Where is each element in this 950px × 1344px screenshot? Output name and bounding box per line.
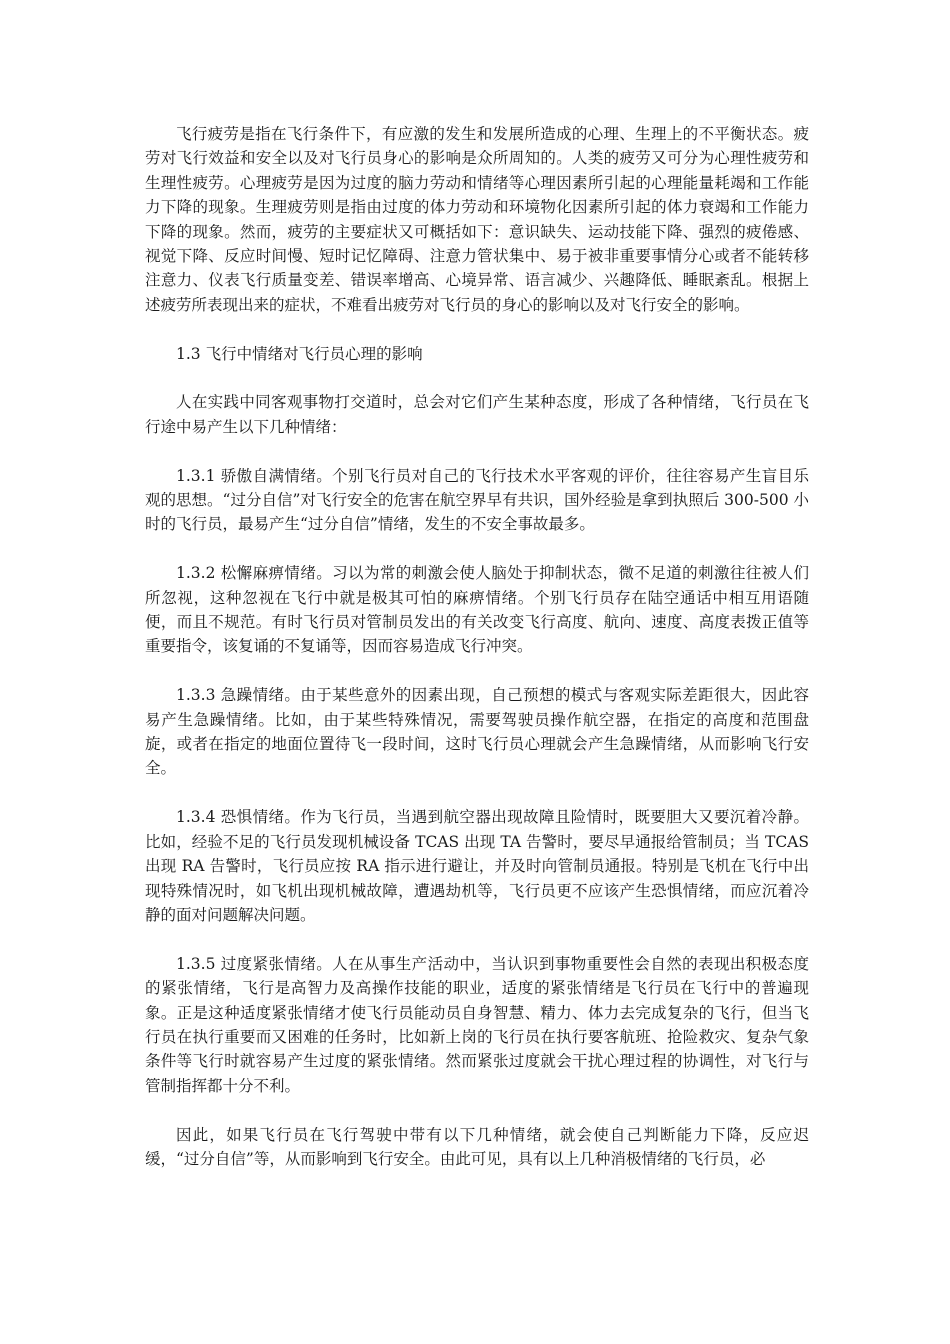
paragraph-emotions-intro: 人在实践中同客观事物打交道时，总会对它们产生某种态度，形成了各种情绪，飞行员在飞行途中易产生以下几种情绪： [145,393,809,436]
document-body [145,122,809,1196]
paragraph-1-3-3: 1.3.3 急躁情绪。由于某些意外的因素出现，自己预想的模式与客观实际差距很大，因此容易产生急躁情绪。比如，由于某些特殊情况，需要驾驶员操作航空器，在指定的高度和范围盘旋，或者在指定的地面位置待飞一段时间，这时飞行员心理就会产生急躁情绪，从而影响飞行安全。 [145,686,809,778]
section-heading-1-3: 1.3 飞行中情绪对飞行员心理的影响 [176,344,423,363]
paragraph-fatigue: 飞行疲劳是指在飞行条件下，有应激的发生和发展所造成的心理、生理上的不平衡状态。疲劳对飞行效益和安全以及对飞行员身心的影响是众所周知的。人类的疲劳又可分为心理性疲劳和生理性疲劳。心理疲劳是因为过度的脑力劳动和情绪等心理因素所引起的心理能量耗竭和工作能力下降的现象。生理疲劳则是指由过度的体力劳动和环境物化因素所引起的体力衰竭和工作能力下降的现象。然而，疲劳的主要症状又可概括如下：意识缺失、运动技能下降、强烈的疲倦感、视觉下降、反应时间慢、短时记忆障碍、注意力管状集中、易于被非重要事情分心或者不能转移注意力、仪表飞行质量变差、错误率增高、心境异常、语言减少、兴趣降低、睡眠紊乱。根据上述疲劳所表现出来的症状，不难看出疲劳对飞行员的身心的影响以及对飞行安全的影响。 [145,125,809,314]
paragraph-1-3-4: 1.3.4 恐惧情绪。作为飞行员，当遇到航空器出现故障且险情时，既要胆大又要沉着冷静。比如，经验不足的飞行员发现机械设备 TCAS 出现 TA 告警时，要尽早通报给管制员；当 TCAS 出现 RA 告警时，飞行员应按 RA 指示进行避让，并及时向管制员通报。特别是飞机在飞行中出现特殊情况时，如飞机出现机械故障，遭遇劫机等，飞行员更不应该产生恐惧情绪，而应沉着冷静的面对问题解决问题。 [145,808,809,924]
paragraph-conclusion: 因此，如果飞行员在飞行驾驶中带有以下几种情绪，就会使自己判断能力下降，反应迟缓，“过分自信”等，从而影响到飞行安全。由此可见，具有以上几种消极情绪的飞行员，必 [145,1125,809,1168]
paragraph-1-3-5: 1.3.5 过度紧张情绪。人在从事生产活动中，当认识到事物重要性会自然的表现出积极态度的紧张情绪，飞行是高智力及高操作技能的职业，适度的紧张情绪是飞行员在飞行中的普遍现象。正是这种适度紧张情绪才使飞行员能动员自身智慧、精力、体力去完成复杂的飞行，但当飞行员在执行重要而又困难的任务时，比如新上岗的飞行员在执行要客航班、抢险救灾、复杂气象条件等飞行时就容易产生过度的紧张情绪。然而紧张过度就会干扰心理过程的协调性，对飞行与管制指挥都十分不利。 [145,954,809,1095]
paragraph-1-3-1: 1.3.1 骄傲自满情绪。个别飞行员对自己的飞行技术水平客观的评价，往往容易产生盲目乐观的思想。“过分自信”对飞行安全的危害在航空界早有共识，国外经验是拿到执照后 300-500 小时的飞行员，最易产生“过分自信”情绪，发生的不安全事故最多。 [145,466,809,534]
paragraph-1-3-2: 1.3.2 松懈麻痹情绪。习以为常的刺激会使人脑处于抑制状态，微不足道的刺激往往被人们所忽视，这种忽视在飞行中就是极其可怕的麻痹情绪。个别飞行员存在陆空通话中相互用语随便，而且不规范。有时飞行员对管制员发出的有关改变飞行高度、航向、速度、高度表拨正值等重要指令，该复诵的不复诵等，因而容易造成飞行冲突。 [145,564,809,656]
